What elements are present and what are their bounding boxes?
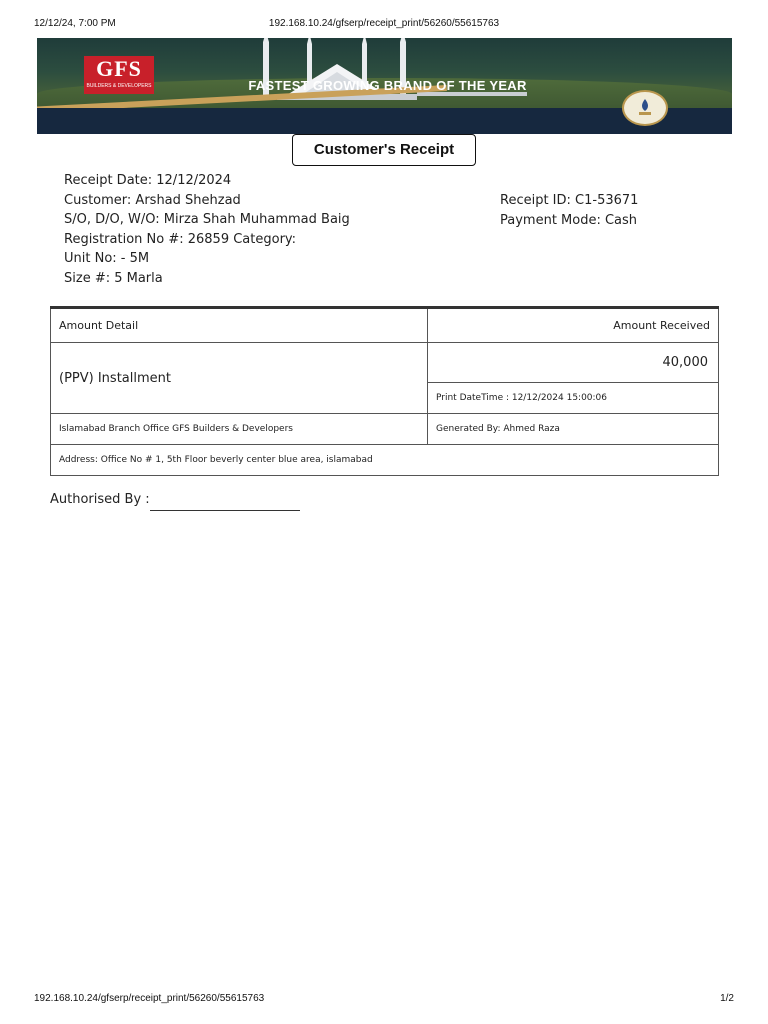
table-row xyxy=(50,343,719,414)
relation-name: S/O, D/O, W/O: Mirza Shah Muhammad Baig xyxy=(64,212,350,227)
amount-received-header: Amount Received xyxy=(613,319,710,332)
unit-no: Unit No: - 5M xyxy=(64,251,150,266)
signature-line xyxy=(150,510,300,511)
office-address: Address: Office No # 1, 5th Floor beverly center blue area, islamabad xyxy=(59,455,373,465)
plot-size: Size #: 5 Marla xyxy=(64,270,163,286)
amount-table xyxy=(50,306,719,476)
amount-cell xyxy=(428,343,718,413)
authorised-by-label: Authorised By : xyxy=(50,492,150,507)
receipt-info-right xyxy=(500,191,638,230)
installment-label: (PPV) Installment xyxy=(51,343,428,413)
generated-by: Generated By: Ahmed Raza xyxy=(436,424,560,434)
amount-value: 40,000 xyxy=(428,343,718,383)
page-number: 1/2 xyxy=(720,993,734,1004)
table-row xyxy=(50,414,719,445)
logo-text: GFS xyxy=(96,56,142,81)
table-row xyxy=(50,445,719,476)
logo-subtext: BUILDERS & DEVELOPERS xyxy=(86,83,152,89)
print-datetime-cell: Print DateTime : 12/12/2024 15:00:06 xyxy=(436,393,608,403)
print-url: 192.168.10.24/gfserp/receipt_print/56260/55615763 xyxy=(268,18,500,29)
receipt-date: Receipt Date: 12/12/2024 xyxy=(64,173,232,188)
banner-tagline: FASTEST GROWING BRAND OF THE YEAR xyxy=(248,78,527,93)
receipt-title: Customer's Receipt xyxy=(292,134,476,166)
footer-url: 192.168.10.24/gfserp/receipt_print/56260/55615763 xyxy=(34,993,265,1004)
customer-name: Customer: Arshad Shehzad xyxy=(64,192,241,208)
amount-detail-header: Amount Detail xyxy=(51,309,428,342)
branch-office: Islamabad Branch Office GFS Builders & Developers xyxy=(51,414,428,444)
receipt-info-left xyxy=(64,171,350,288)
print-datetime: 12/12/24, 7:00 PM xyxy=(34,18,116,29)
table-header-row xyxy=(50,309,719,343)
award-badge-icon xyxy=(622,90,668,126)
payment-mode: Payment Mode: Cash xyxy=(500,212,638,228)
receipt-id: Receipt ID: C1-53671 xyxy=(500,193,639,208)
registration-no: Registration No #: 26859 Category: xyxy=(64,231,297,247)
